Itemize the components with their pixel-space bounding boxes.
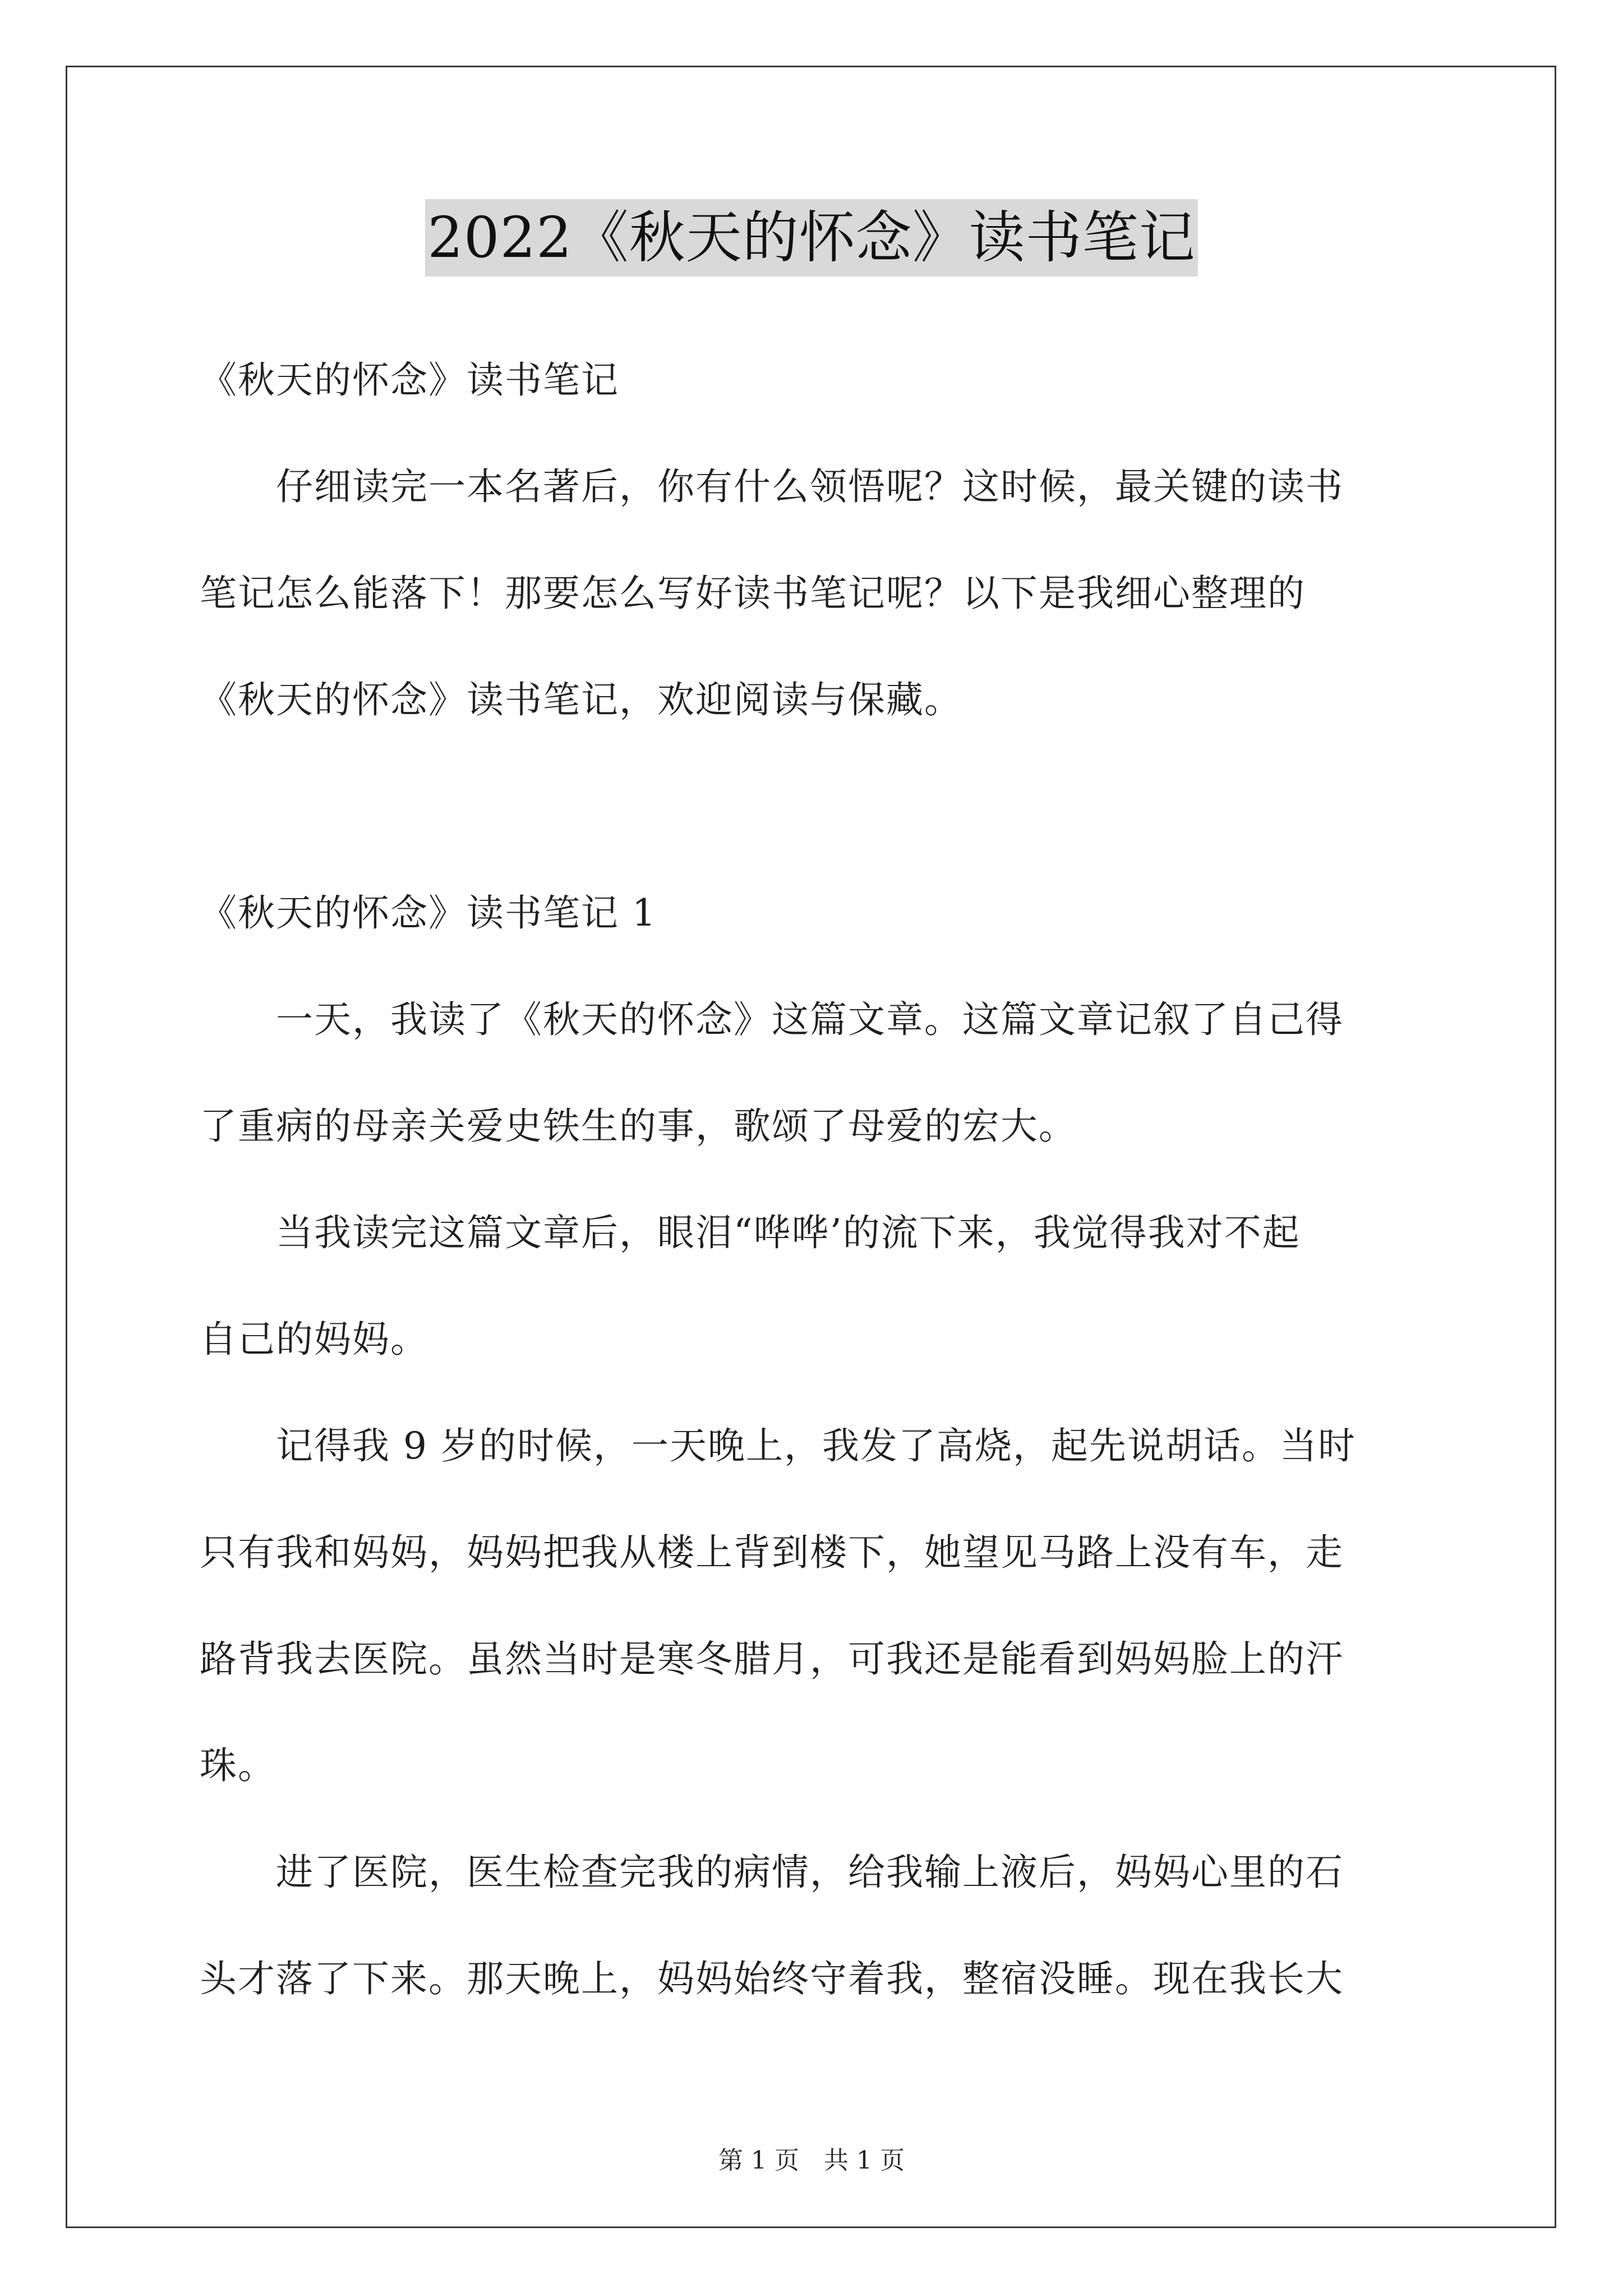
body-line: 头才落了下来。那天晚上，妈妈始终守着我，整宿没睡。现在我长大 bbox=[200, 1957, 1344, 2000]
body-line: 记得我 9 岁的时候，一天晚上，我发了高烧，起先说胡话。当时 bbox=[200, 1424, 1356, 1467]
section-heading: 《秋天的怀念》读书笔记 1 bbox=[200, 891, 657, 935]
body-line: 路背我去医院。虽然当时是寒冬腊月，可我还是能看到妈妈脸上的汗 bbox=[200, 1637, 1344, 1681]
body-line: 笔记怎么能落下！那要怎么写好读书笔记呢？以下是我细心整理的 bbox=[200, 572, 1306, 615]
body-line: 仔细读完一本名著后，你有什么领悟呢？这时候，最关键的读书 bbox=[200, 465, 1344, 508]
body-line: 珠。 bbox=[200, 1744, 276, 1787]
title-container bbox=[0, 199, 1623, 277]
body-line: 进了医院，医生检查完我的病情，给我输上液后，妈妈心里的石 bbox=[200, 1851, 1344, 1894]
subtitle-line: 《秋天的怀念》读书笔记 bbox=[200, 358, 619, 402]
body-line: 《秋天的怀念》读书笔记，欢迎阅读与保藏。 bbox=[200, 678, 962, 721]
body-line: 了重病的母亲关爱史铁生的事，歌颂了母爱的宏大。 bbox=[200, 1105, 1077, 1148]
page-footer: 第 1 页 共 1 页 bbox=[718, 2146, 905, 2175]
body-line: 自己的妈妈。 bbox=[200, 1318, 428, 1361]
body-line: 一天，我读了《秋天的怀念》这篇文章。这篇文章记叙了自己得 bbox=[200, 998, 1344, 1041]
body-line: 只有我和妈妈，妈妈把我从楼上背到楼下，她望见马路上没有车，走 bbox=[200, 1531, 1344, 1574]
body-line: 当我读完这篇文章后，眼泪“哗哗’的流下来，我觉得我对不起 bbox=[200, 1211, 1301, 1254]
document-title: 2022《秋天的怀念》读书笔记 bbox=[425, 199, 1198, 277]
